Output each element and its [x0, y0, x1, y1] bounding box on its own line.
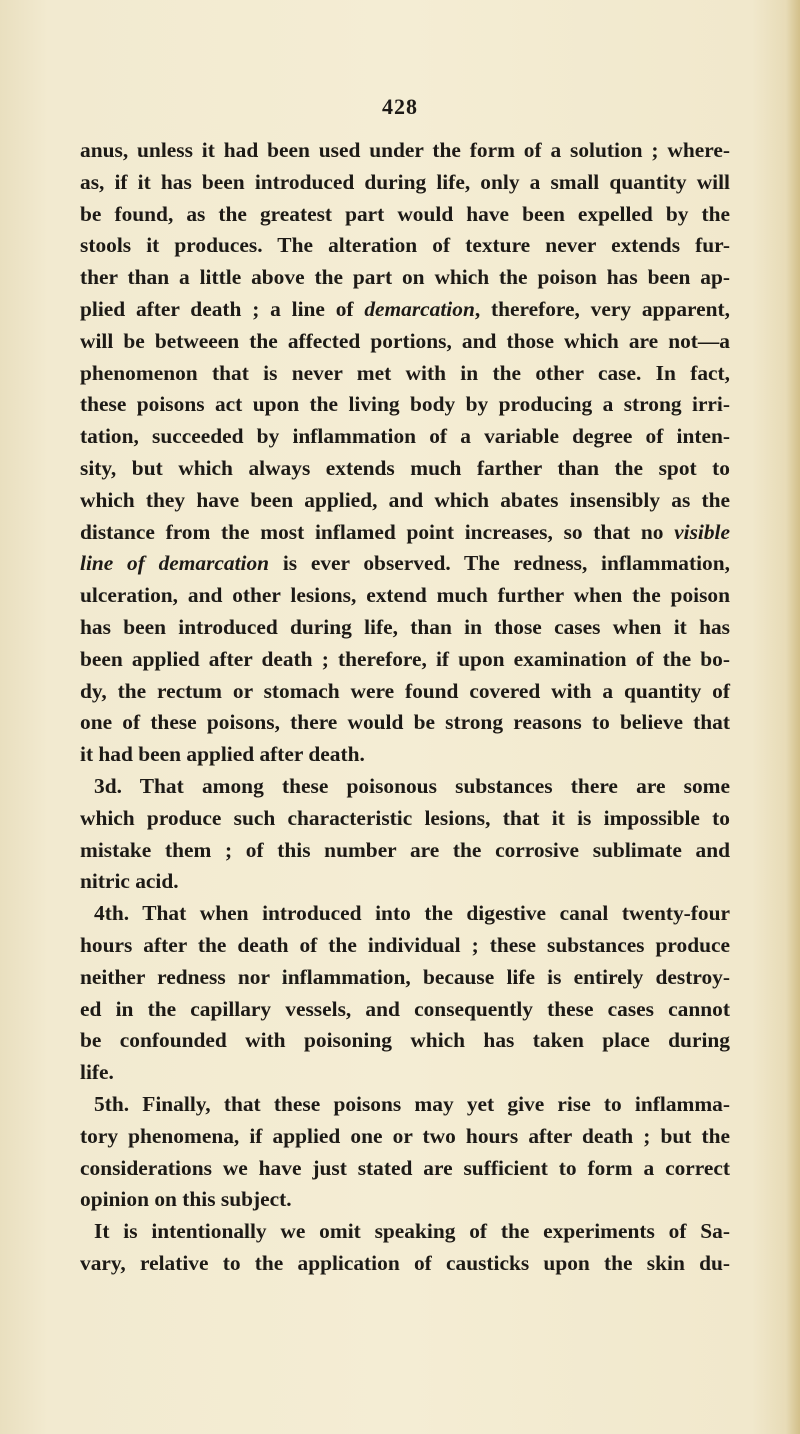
text-line	[80, 1248, 730, 1280]
text-line	[80, 1184, 730, 1216]
text-line	[80, 262, 730, 294]
text-segment: mistake them ; of this number are the corrosive sublimate and	[80, 837, 730, 862]
text-segment: vary, relative to the application of causticks upon the skin du-	[80, 1250, 730, 1275]
text-segment: it had been applied after death.	[80, 742, 365, 767]
text-segment: been applied after death ; therefore, if upon examination of the bo-	[80, 646, 730, 671]
text-line	[80, 644, 730, 676]
text-line	[80, 1089, 730, 1121]
text-line	[80, 994, 730, 1026]
text-segment: ther than a little above the part on which the poison has been ap-	[80, 265, 730, 290]
italic-text: visible	[674, 519, 730, 544]
text-line	[80, 962, 730, 994]
text-line	[80, 612, 730, 644]
text-segment: hours after the death of the individual ; these substances produce	[80, 932, 730, 957]
text-segment: tation, succeeded by inflammation of a variable degree of inten-	[80, 424, 730, 449]
text-segment: sity, but which always extends much farther than the spot to	[80, 455, 730, 480]
text-line	[80, 1025, 730, 1057]
text-line	[80, 294, 730, 326]
text-line	[80, 803, 730, 835]
body-text	[80, 135, 730, 1280]
text-segment: ed in the capillary vessels, and consequently these cases cannot	[80, 996, 730, 1021]
text-segment: considerations we have just stated are sufficient to form a correct	[80, 1155, 730, 1180]
text-line	[80, 676, 730, 708]
text-segment: opinion on this subject.	[80, 1187, 292, 1212]
text-segment: as, if it has been introduced during life, only a small quantity will	[80, 169, 730, 194]
text-segment: distance from the most inflamed point increases, so that no	[80, 519, 675, 544]
text-segment: which they have been applied, and which abates insensibly as the	[80, 487, 730, 512]
text-line	[80, 389, 730, 421]
text-segment: neither redness nor inflammation, because life is entirely destroy-	[80, 964, 730, 989]
text-segment: which produce such characteristic lesions, that it is impossible to	[80, 805, 730, 830]
text-segment: 5th. Finally, that these poisons may yet give rise to inflamma-	[94, 1091, 730, 1116]
text-segment: be confounded with poisoning which has taken place during	[80, 1028, 730, 1053]
text-line	[80, 1216, 730, 1248]
text-segment: will be betweeen the affected portions, and those which are not—a	[80, 328, 730, 353]
text-segment: be found, as the greatest part would have been expelled by the	[80, 201, 730, 226]
text-segment: life.	[80, 1060, 114, 1085]
page-edge-shadow	[786, 0, 800, 1434]
text-line	[80, 930, 730, 962]
text-segment: has been introduced during life, than in those cases when it has	[80, 614, 730, 639]
text-segment: tory phenomena, if applied one or two hours after death ; but the	[80, 1123, 730, 1148]
text-segment: these poisons act upon the living body by producing a strong irri-	[80, 392, 730, 417]
text-line	[80, 1057, 730, 1089]
text-line	[80, 199, 730, 231]
text-segment: dy, the rectum or stomach were found covered with a quantity of	[80, 678, 730, 703]
text-line	[80, 898, 730, 930]
page-number: 428	[382, 94, 418, 119]
text-line	[80, 771, 730, 803]
italic-text: line of demarcation	[80, 551, 270, 576]
text-line	[80, 230, 730, 262]
text-segment: one of these poisons, there would be strong reasons to believe that	[80, 710, 730, 735]
text-line	[80, 485, 730, 517]
text-segment: stools it produces. The alteration of texture never extends fur-	[80, 233, 730, 258]
text-segment: 3d. That among these poisonous substances there are some	[94, 773, 730, 798]
text-line	[80, 167, 730, 199]
text-line	[80, 453, 730, 485]
text-segment: nitric acid.	[80, 869, 179, 894]
text-line	[80, 866, 730, 898]
text-line	[80, 421, 730, 453]
italic-text: demarcation	[364, 296, 475, 321]
text-segment: phenomenon that is never met with in the other case. In fact,	[80, 360, 730, 385]
text-line	[80, 1121, 730, 1153]
text-segment: , therefore, very apparent,	[474, 296, 730, 321]
text-line	[80, 835, 730, 867]
text-line	[80, 548, 730, 580]
text-segment: ulceration, and other lesions, extend much further when the poison	[80, 583, 730, 608]
text-line	[80, 358, 730, 390]
text-line	[80, 326, 730, 358]
text-line	[80, 517, 730, 549]
text-line	[80, 739, 730, 771]
text-line	[80, 1153, 730, 1185]
text-segment: It is intentionally we omit speaking of the experiments of Sa-	[94, 1219, 730, 1244]
text-segment: 4th. That when introduced into the digestive canal twenty-four	[94, 901, 730, 926]
text-segment: plied after death ; a line of	[80, 296, 365, 321]
text-segment: anus, unless it had been used under the form of a solution ; where-	[80, 138, 730, 162]
text-line	[80, 135, 730, 167]
text-line	[80, 580, 730, 612]
text-line	[80, 707, 730, 739]
text-segment: is ever observed. The redness, inflammation,	[269, 551, 730, 576]
